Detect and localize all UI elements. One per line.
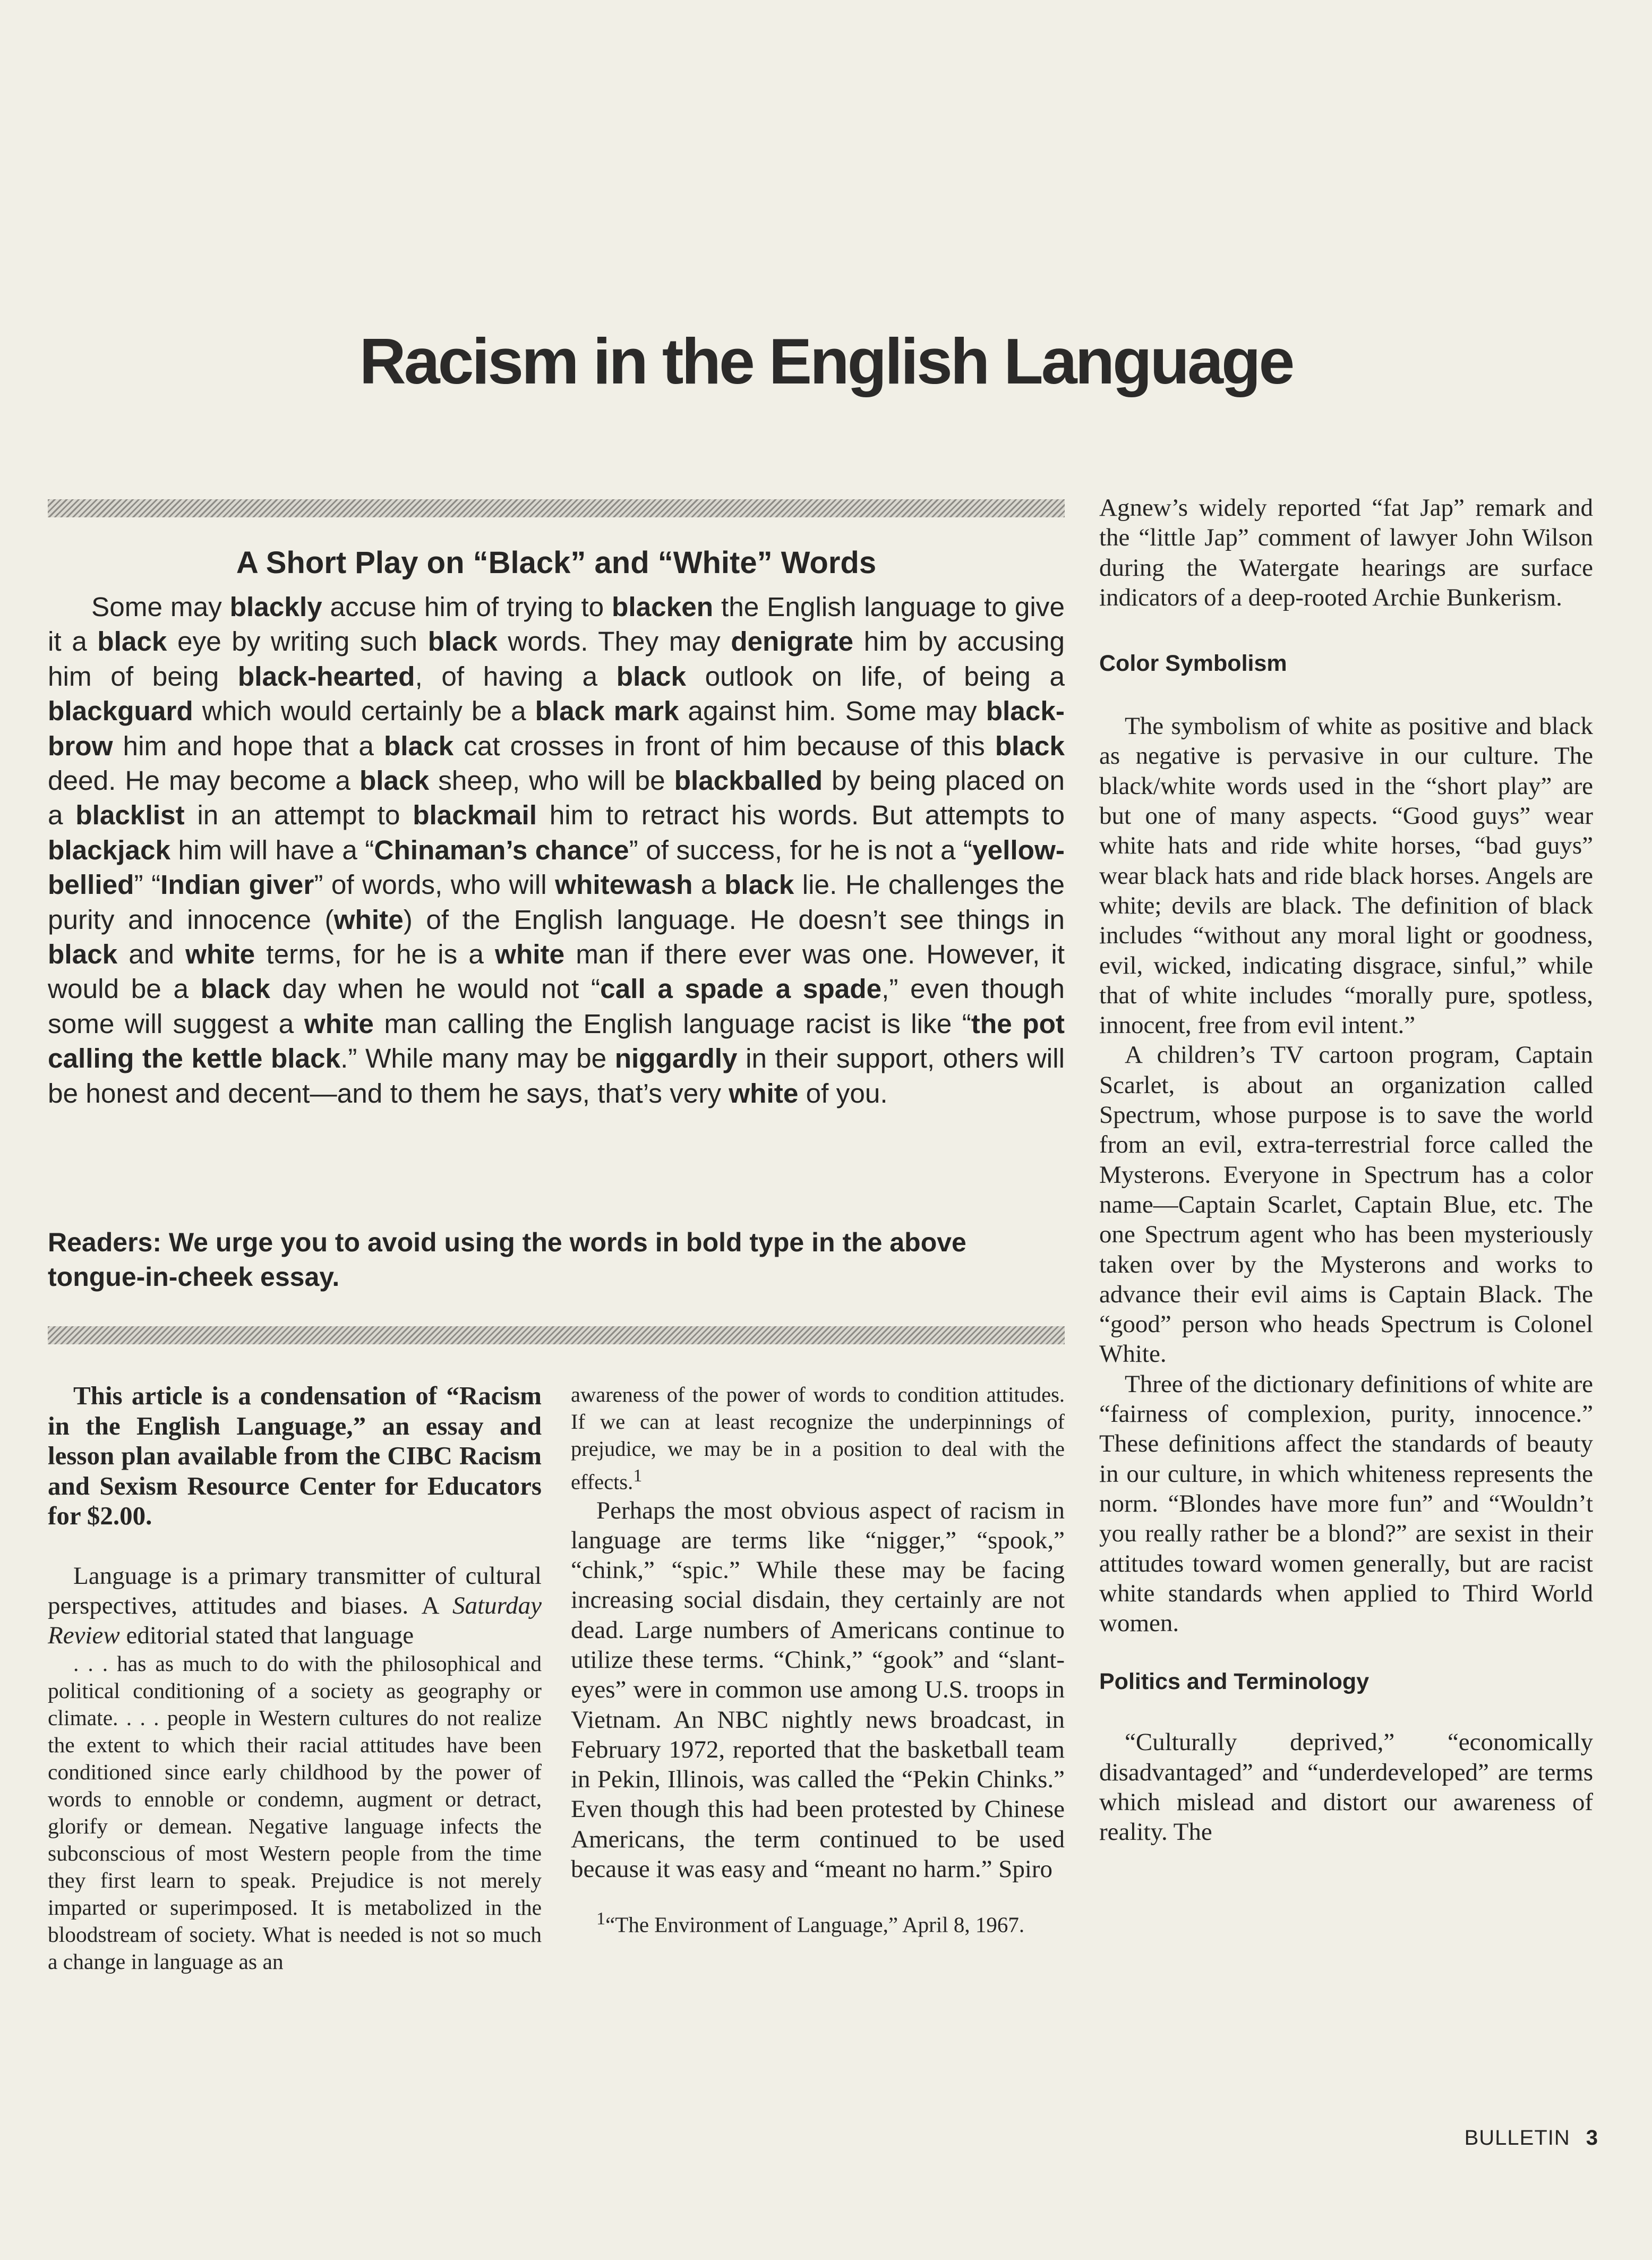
- page-footer: [1365, 2126, 1598, 2150]
- block-quote-continued: awareness of the power of words to condition attitudes. If we can at least recognize the underpinnings of prejudice, we may be in a position to deal with the effects.$^1$: [571, 1383, 1065, 1494]
- body-paragraph: Perhaps the most obvious aspect of racism in language are terms like “nigger,” “spook,” “chink,” “spic.” While these may be facing increasing social disdain, they certainly are not dead. Large numbers of Americans continue to utilize these terms. “Chink,” “gook” and “slant-eyes” were in common use among U.S. troops in Vietnam. An NBC nightly news broadcast, in February 1972, reported that the basketball team in Pekin, Illinois, was called the “Pekin Chinks.” Even though this had been protested by Chinese Americans, the term continued to be used because it was easy and “meant no harm.” Spiro: [571, 1496, 1065, 1883]
- section-heading: Color Symbolism: [1099, 651, 1287, 677]
- body-paragraph: A children’s TV cartoon program, Captain Scarlet, is about an organization called Spectrum, whose purpose is to save the world from an evil, extra-terrestrial force called the Mysterons. Everyone in Spectrum has a color name—Captain Scarlet, Captain Blue, etc. The one Spectrum agent who has been mysteriously taken over by the Mysterons and works to advance their evil aims is Captain Black. The “good” person who heads Spectrum is Colonel White.: [1099, 1041, 1593, 1368]
- page-title: Racism in the English Language: [359, 325, 1293, 397]
- body-paragraph: “Culturally deprived,” “economically disadvantaged” and “underdeveloped” are terms which mislead and distort our awareness of reality. The: [1099, 1728, 1593, 1846]
- column-middle: [571, 1381, 1065, 1939]
- play-body: Some may blackly accuse him of trying to blacken the English language to give it a black eye by writing such black words. They may denigrate him by accusing him of being black-hearted, of having a black outlook on life, of being a blackguard which would certainly be a black mark against him. Some may black-brow him and hope that a black cat crosses in front of him because of this black deed. He may become a black sheep, who will be blackballed by being placed on a blacklist in an attempt to blackmail him to retract his words. But attempts to blackjack him will have a “Chinaman’s chance” of success, for he is not a “yellow-bellied” “Indian giver” of words, who will whitewash a black lie. He challenges the purity and innocence (white) of the English language. He doesn’t see things in black and white terms, for he is a white man if there ever was one. However, it would be a black day when he would not “call a spade a spade,” even though some will suggest a white man calling the English language racist is like “the pot calling the kettle black.” While many may be niggardly in their support, others will be honest and decent—and to them he says, that’s very white of you.: [48, 592, 1065, 1108]
- body-paragraph: Agnew’s widely reported “fat Jap” remark and the “little Jap” comment of lawyer John Wilson during the Watergate hearings are surface indicators of a deep-rooted Archie Bunkerism.: [1099, 494, 1593, 611]
- footer-label: BULLETIN: [1464, 2126, 1570, 2150]
- body-paragraph: The symbolism of white as positive and black as negative is pervasive in our culture. The black/white words used in the “short play” are but one of many aspects. “Good guys” wear white hats and ride white horses, “bad guys” wear black hats and ride black horses. Angels are white; devils are black. The definition of black includes “without any moral light or goodness, evil, wicked, indicating disgrace, sinful,” while that of white includes “morally pure, spotless, innocent, free from evil intent.”: [1099, 712, 1593, 1039]
- column-left: [48, 1381, 542, 1975]
- readers-note: Readers: We urge you to avoid using the words in bold type in the above tongue-in-cheek essay.: [48, 1227, 966, 1292]
- page-number: 3: [1586, 2126, 1598, 2150]
- hatched-rule-top: [48, 499, 1065, 517]
- body-paragraph: Language is a primary transmitter of cultural perspectives, attitudes and biases. A Saturday Review editorial stated that language: [48, 1562, 542, 1650]
- body-paragraph: Three of the dictionary definitions of white are “fairness of complexion, purity, innocence.” These definitions affect the standards of beauty in our culture, in which whiteness represents the norm. “Blondes have more fun” and “Wouldn’t you really rather be a blond?” are sexist in their attitudes toward women generally, but are racist white standards when applied to Third World women.: [1099, 1370, 1593, 1638]
- block-quote: . . . has as much to do with the philosophical and political conditioning of a society as geography or climate. . . . people in Western cultures do not realize the extent to which their racial attitudes have been conditioned since early childhood by the power of words to ennoble or condemn, augment or detract, glorify or demean. Negative language infects the subconscious of most Western people from the time they first learn to speak. Prejudice is not merely imparted or superimposed. It is metabolized in the bloodstream of society. What is needed is not so much a change in language as an: [48, 1651, 542, 1974]
- footnote: $^1$“The Environment of Language,” April 8, 1967.: [596, 1909, 1025, 1938]
- hatched-rule-bottom: [48, 1326, 1065, 1344]
- play-heading: A Short Play on “Black” and “White” Words: [236, 545, 877, 580]
- lead-paragraph: This article is a condensation of “Racism in the English Language,” an essay and lesson plan available from the CIBC Racism and Sexism Resource Center for Educators for $2.00.: [48, 1381, 542, 1530]
- column-right: [1099, 493, 1593, 1847]
- section-heading: Politics and Terminology: [1099, 1669, 1369, 1695]
